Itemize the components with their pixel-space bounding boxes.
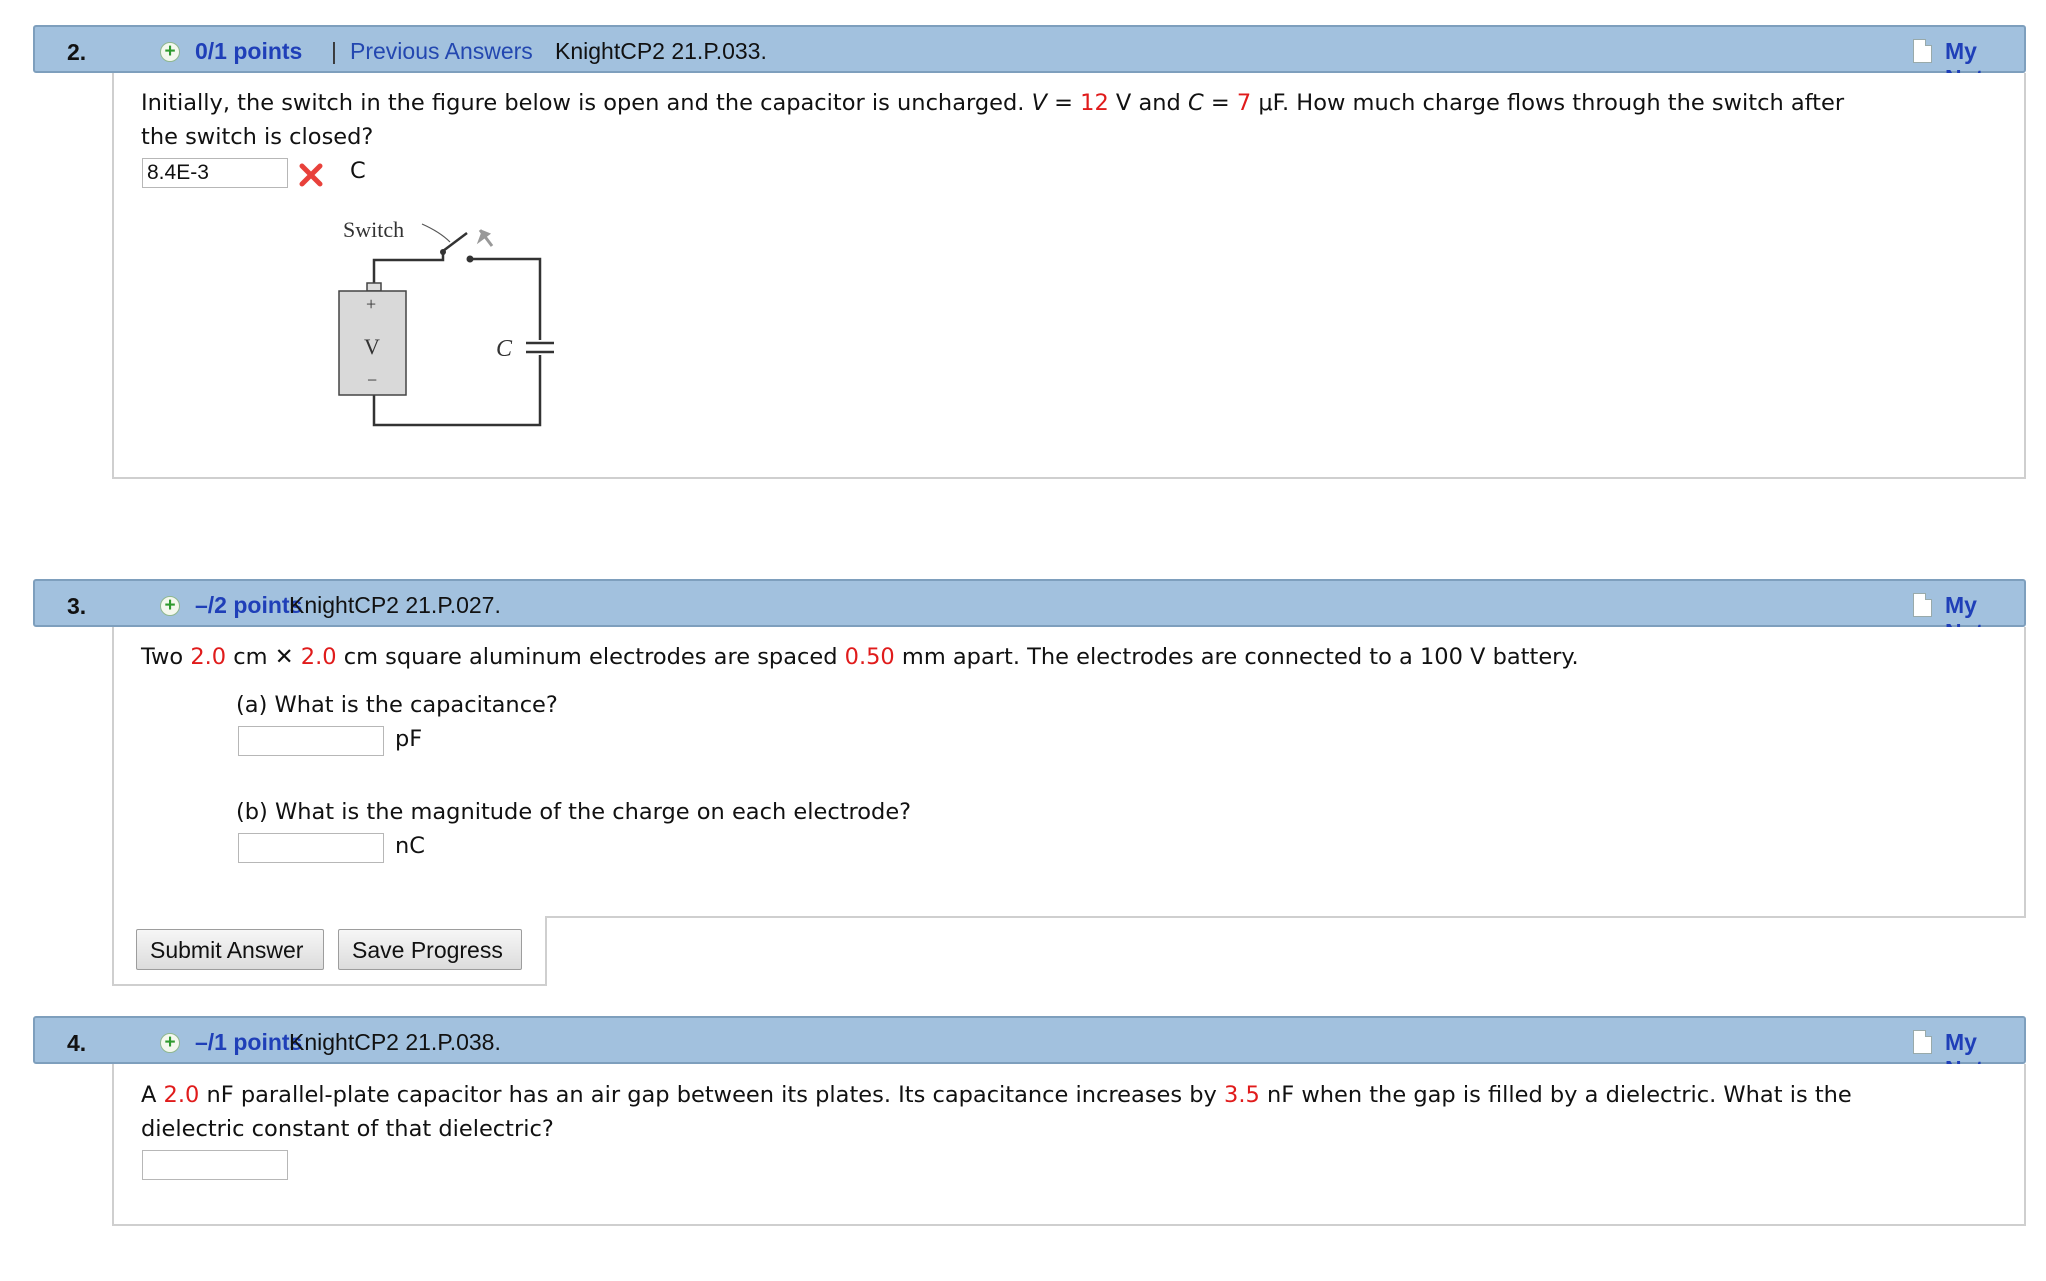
answer-unit: C bbox=[350, 158, 366, 184]
part-a-prompt: (a) What is the capacitance? bbox=[236, 692, 558, 718]
expand-plus-icon[interactable]: + bbox=[160, 1033, 180, 1053]
answer-input[interactable] bbox=[142, 1150, 288, 1180]
given-value: 7 bbox=[1236, 90, 1252, 116]
question-number: 3. bbox=[67, 593, 87, 619]
submit-answer-button[interactable]: Submit Answer bbox=[136, 929, 324, 970]
capacitor-label: C bbox=[496, 336, 513, 362]
circuit-wire-top bbox=[374, 251, 443, 290]
part-b-input[interactable] bbox=[238, 833, 384, 863]
expand-plus-icon[interactable]: + bbox=[160, 42, 180, 62]
points-link[interactable]: –/2 points bbox=[195, 592, 303, 618]
question-2-text-line2: the switch is closed? bbox=[141, 124, 374, 150]
switch-leader-line bbox=[422, 224, 450, 242]
circuit-figure bbox=[330, 210, 570, 430]
battery-label: V bbox=[364, 334, 380, 359]
battery-minus: − bbox=[367, 370, 378, 390]
expand-plus-icon[interactable]: + bbox=[160, 596, 180, 616]
answer-input[interactable]: 8.4E-3 bbox=[142, 158, 288, 188]
battery-plus: + bbox=[366, 294, 377, 314]
question-3-text: Two 2.0 cm ✕ 2.0 cm square aluminum electrodes are spaced 0.50 mm apart. The electrodes are connected to a 100 V battery. bbox=[141, 644, 1579, 670]
points-link[interactable]: 0/1 points bbox=[195, 38, 303, 64]
question-2-header bbox=[33, 25, 2026, 73]
switch-arrow-icon bbox=[480, 230, 492, 246]
question-number: 2. bbox=[67, 39, 87, 65]
notes-page-icon[interactable] bbox=[1913, 1030, 1932, 1054]
previous-answers-link[interactable]: Previous Answers bbox=[350, 38, 533, 64]
header-separator: | bbox=[331, 38, 337, 64]
part-b-prompt: (b) What is the magnitude of the charge on each electrode? bbox=[236, 799, 912, 825]
points-link[interactable]: –/1 points bbox=[195, 1029, 303, 1055]
given-value: 2.0 bbox=[300, 644, 337, 670]
question-4-header bbox=[33, 1016, 2026, 1064]
given-value: 2.0 bbox=[163, 1082, 200, 1108]
battery-terminal bbox=[367, 283, 381, 291]
notes-page-icon[interactable] bbox=[1913, 39, 1932, 63]
notes-page-icon[interactable] bbox=[1913, 593, 1932, 617]
question-code: KnightCP2 21.P.027. bbox=[289, 592, 501, 618]
given-value: 2.0 bbox=[190, 644, 227, 670]
circuit-wire-top-right bbox=[470, 259, 540, 340]
my-notes-link[interactable]: My bbox=[1945, 38, 1977, 64]
part-a-unit: pF bbox=[395, 726, 423, 752]
incorrect-x-icon bbox=[298, 162, 324, 188]
given-value: 12 bbox=[1080, 90, 1109, 116]
given-value: 0.50 bbox=[844, 644, 895, 670]
question-4-text-line2: dielectric constant of that dielectric? bbox=[141, 1116, 554, 1142]
question-code: KnightCP2 21.P.033. bbox=[555, 38, 767, 64]
question-number: 4. bbox=[67, 1030, 87, 1056]
switch-pivot bbox=[440, 249, 446, 255]
capacitor-plates bbox=[526, 343, 554, 352]
question-2-text-line1: Initially, the switch in the figure below is open and the capacitor is uncharged. V = 12 V and C = 7 μF. How much charge flows through the switch after bbox=[141, 90, 1845, 116]
switch-blade bbox=[443, 233, 467, 251]
question-code: KnightCP2 21.P.038. bbox=[289, 1029, 501, 1055]
part-b-unit: nC bbox=[395, 833, 425, 859]
switch-contact bbox=[467, 256, 474, 263]
question-3-header bbox=[33, 579, 2026, 627]
question-4-text-line1: A 2.0 nF parallel-plate capacitor has an air gap between its plates. Its capacitance increases by 3.5 nF when the gap is filled by a dielectric. What is the bbox=[141, 1082, 1852, 1108]
save-progress-button[interactable]: Save Progress bbox=[338, 929, 522, 970]
part-a-input[interactable] bbox=[238, 726, 384, 756]
switch-label: Switch bbox=[343, 217, 405, 242]
my-notes-link[interactable]: My bbox=[1945, 1029, 1977, 1055]
given-value: 3.5 bbox=[1224, 1082, 1260, 1108]
my-notes-link[interactable]: My bbox=[1945, 592, 1977, 618]
